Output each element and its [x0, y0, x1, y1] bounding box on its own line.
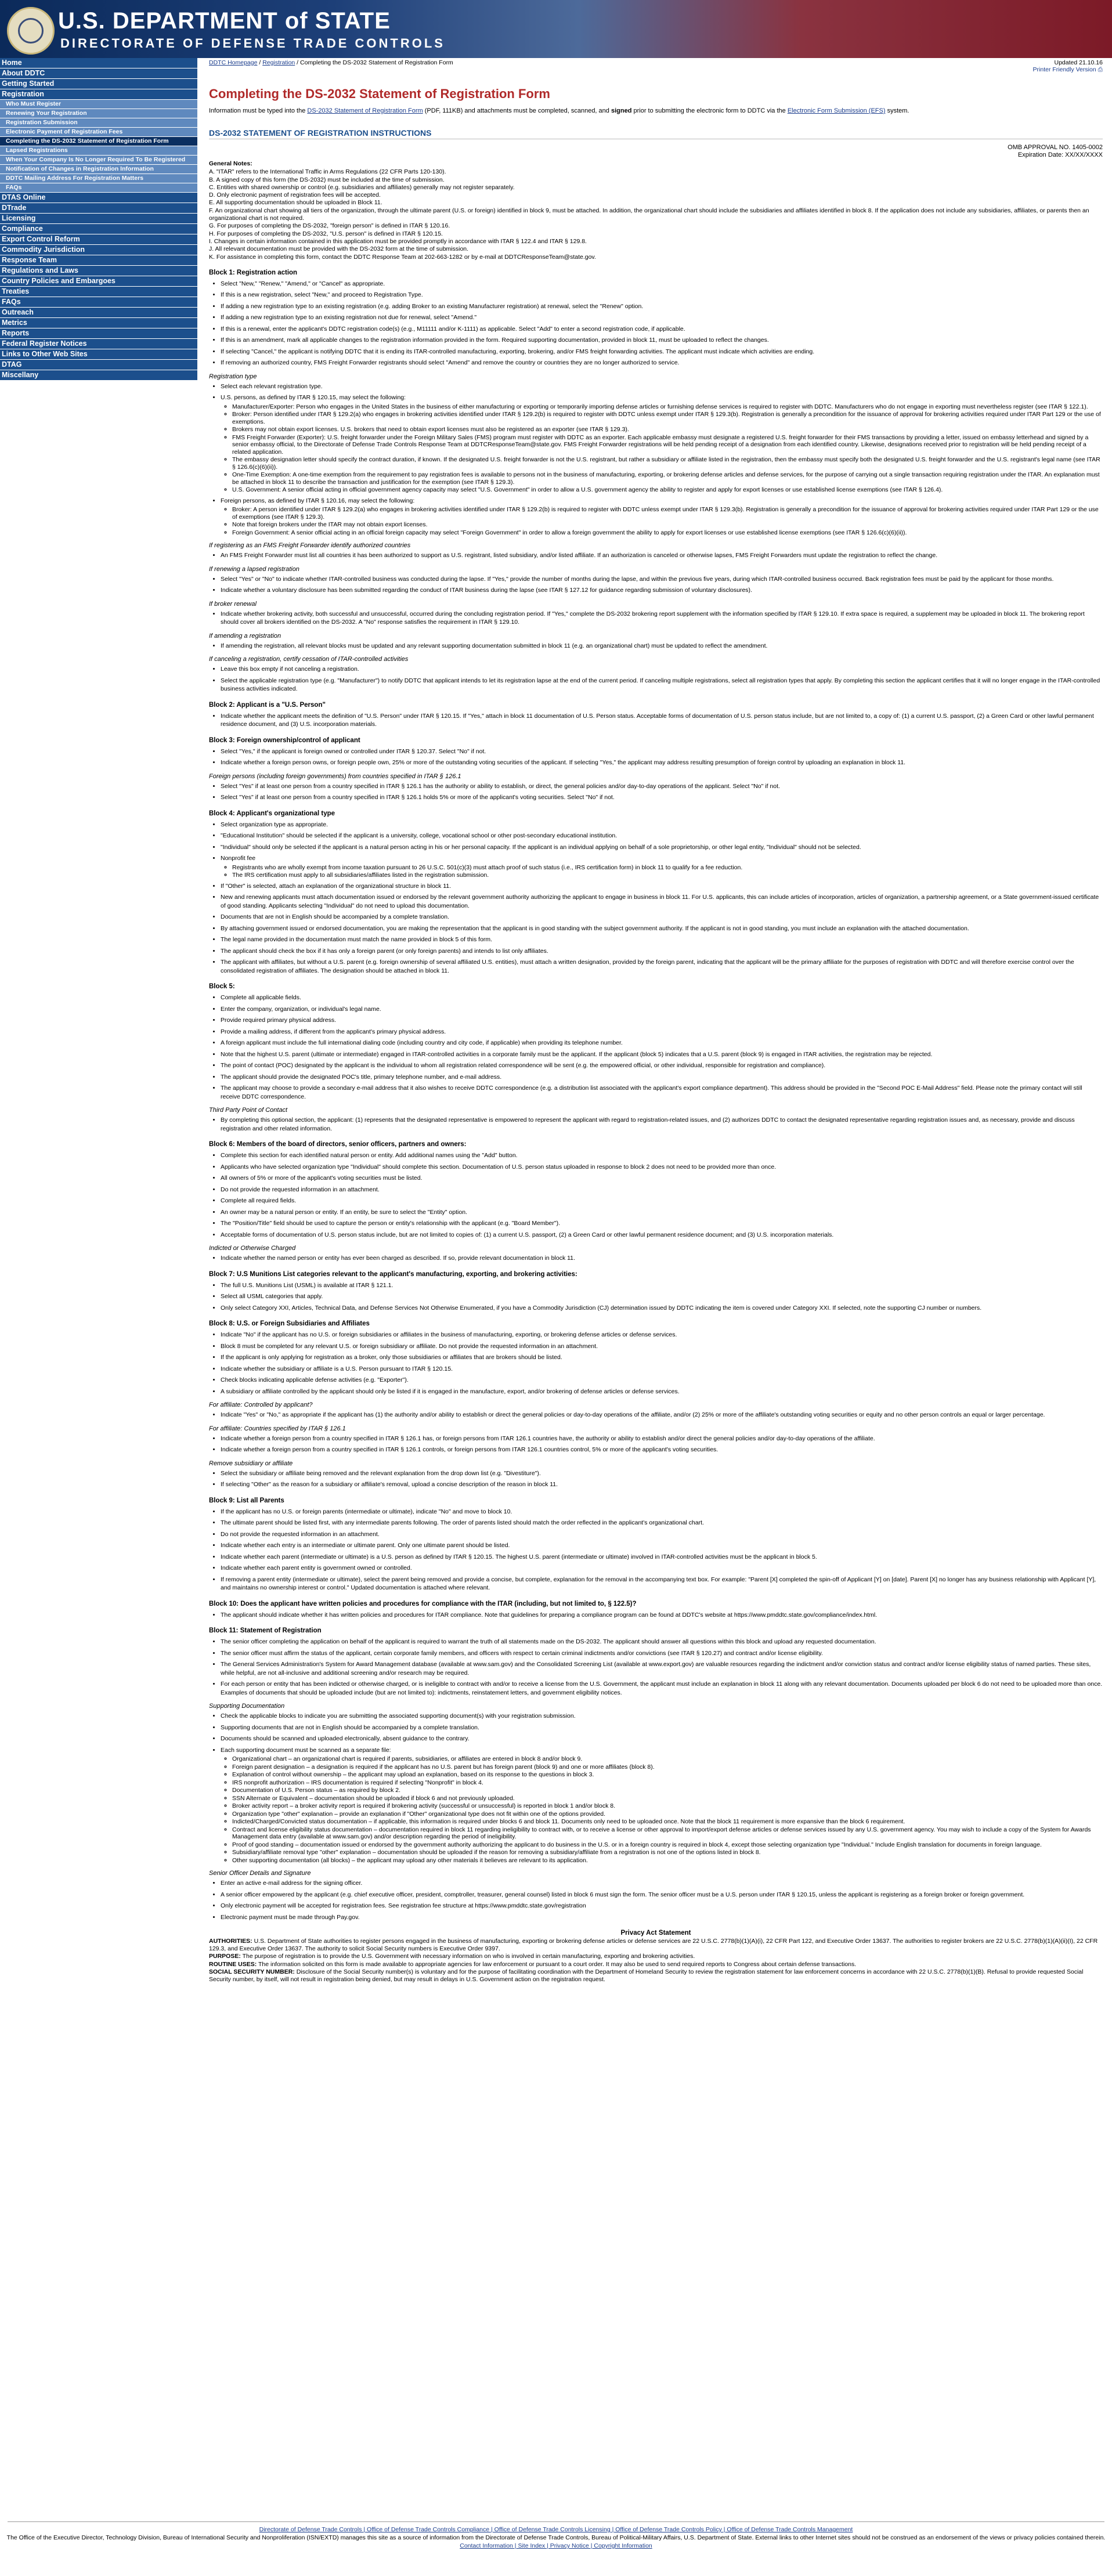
sidebar-item[interactable]: Electronic Payment of Registration Fees: [0, 128, 197, 137]
subsection-heading: If canceling a registration, certify cessation of ITAR-controlled activities: [209, 656, 409, 663]
instruction-list: [221, 1611, 1103, 1620]
sidebar-item[interactable]: FAQs: [0, 297, 197, 308]
instruction-item: • Select the subsidiary or affiliate being removed and the relevant explanation from the drop down list (e.g. "Divestiture").: [221, 1469, 1103, 1478]
general-notes-title: General Notes:: [209, 160, 252, 167]
block-heading: Block 6: Members of the board of directors, senior officers, partners and owners:: [209, 1141, 467, 1148]
instruction-item: • Select "Yes" or "No" to indicate whether ITAR-controlled business was conducted during the lapse. If "Yes," provide the number of months during the lapse, and within the previous five years, during which ITAR-controlled business occurred. Back registration fees must be paid by the applicant for those months.: [221, 575, 1103, 584]
sidebar-item[interactable]: Registration: [0, 89, 197, 100]
subsection-heading: If broker renewal: [209, 600, 257, 608]
sidebar-item[interactable]: Miscellany: [0, 370, 197, 381]
instruction-list: [221, 575, 1103, 595]
nested-list: [232, 864, 1103, 879]
instruction-item: • If this is a new registration, select "New," and proceed to Registration Type.: [221, 291, 1103, 299]
instruction-item: • Indicate whether a foreign person from a country specified in ITAR § 126.1 has, or foreign persons from ITAR 126.1 countries have, the authority or ability to establish and/or direct the general policies and/or day-to-day operations of the affiliate.: [221, 1435, 1103, 1443]
instruction-list: [221, 1435, 1103, 1454]
sidebar-item[interactable]: Who Must Register: [0, 100, 197, 109]
instruction-item: • Provide required primary physical address.: [221, 1016, 1103, 1025]
ds2032-form-link[interactable]: DS-2032 Statement of Registration Form: [307, 107, 423, 114]
instruction-item: • Documents should be scanned and uploaded electronically, absent guidance to the contrary.: [221, 1735, 1103, 1743]
instruction-list: [221, 642, 1103, 651]
instruction-item: • If the applicant is only applying for registration as a broker, only those subsidiaries or affiliates that are brokers should be listed.: [221, 1353, 1103, 1362]
instruction-item: • Complete this section for each identified natural person or entity. Add additional names using the "Add" button.: [221, 1151, 1103, 1160]
instruction-item: • New and renewing applicants must attach documentation issued or endorsed by the relevant government authority authorizing the applicant to engage in business in block 11. For U.S. applicants, this can include articles of incorporation, articles of organization, a partnership agreement, or a State government-issued certificate of good standing. Applicants selecting "Individual" do not need to upload this documentation.: [221, 893, 1103, 910]
nested-list: [232, 403, 1103, 494]
subsection-heading: Registration type: [209, 373, 257, 380]
instruction-item: • Select "Yes" if at least one person from a country specified in ITAR § 126.1 holds 5% or more of the applicant's voting securities. Select "No" if not.: [221, 793, 1103, 802]
instruction-blocks: [209, 269, 1103, 1922]
privacy-paragraph: AUTHORITIES: U.S. Department of State authorities to register persons engaged in the business of manufacturing, exporting or brokering defense articles or defense services are 22 U.S.C. 2778(b)(1)(A)(i), 22 CFR Part 122, and Executive Order 13637. The authorities to register brokers are 22 U.S.C. 2778(b)(1)(A)(ii)(I), 22 CFR 129.3, and Executive Order 13637. The authority to solicit Social Security numbers is Executive Order 9397.: [209, 1937, 1098, 1952]
main-content: [209, 78, 1103, 1984]
instruction-item: • If "Other" is selected, attach an explanation of the organizational structure in block 11.: [221, 882, 1103, 891]
instruction-item: • If amending the registration, all relevant blocks must be updated and any relevant supporting documentation submitted in block 11 (e.g. an organizational chart) must be updated to reflect the amendment.: [221, 642, 1103, 651]
instruction-item: • Indicate whether a foreign person owns, or foreign people own, 25% or more of the outstanding voting securities of the applicant. If selecting "Yes," the applicant may address resulting presumption of foreign control by uploading an explanation in block 11.: [221, 758, 1103, 767]
instruction-item: • An FMS Freight Forwarder must list all countries it has been authorized to support as U.S. registrant, listed subsidiary, and/or listed affiliate. If an authorization is canceled or otherwise lapses, FMS Freight Forwarders must update the registration to reflect the change.: [221, 551, 1103, 560]
general-note: J. All relevant documentation must be provided with the DS-2032 form at the time of submission.: [209, 245, 469, 253]
sidebar-item[interactable]: When Your Company Is No Longer Required To Be Registered: [0, 156, 197, 165]
nested-item: ◦ One-Time Exemption: A one-time exemption from the requirement to pay registration fees is available to persons not in the business of manufacturing, exporting, or brokering defense articles and defense services, for the purpose of carrying out a single transaction requiring registration under the ITAR. An explanation must be attached in block 11 to describe the transaction and justification for the exemption (see ITAR § 129.3).: [232, 471, 1103, 486]
privacy-paragraph: ROUTINE USES: The information solicited on this form is made available to appropriate agencies for law enforcement or pursuant to a court order. It may also be used to send required reports to Congress about certain defense transactions.: [209, 1960, 857, 1968]
instruction-item: • Acceptable forms of documentation of U.S. person status include, but are not limited to copies of: (1) a current U.S. passport, (2) a Green Card or other lawful permanent residence document; and (3) U.S. incorporation materials.: [221, 1231, 1103, 1240]
nested-item: ◦ Indicted/Charged/Convicted status documentation – if applicable, this information is required under blocks 6 and block 11. Documents only need to be uploaded once. Note that the block 11 requirement is more expansive than the block 6 requirement.: [232, 1818, 1103, 1826]
nested-item: ◦ Foreign parent designation – a designation is required if the applicant has no U.S. parent but has foreign parent (block 9) and one or more affiliates (block 8).: [232, 1764, 1103, 1771]
subsection-heading: If amending a registration: [209, 632, 281, 640]
general-note: E. All supporting documentation should be uploaded in Block 11.: [209, 199, 382, 207]
instruction-item: • Each supporting document must be scanned as a separate file: ◦ Organizational chart – an organizational chart is required if parents, subsidiaries, or affiliates are entered in block 8 and/or block 9. ◦ Foreign parent designation – a designation is required if the applicant has no U.S. parent but has foreign parent (block 9) and one or more affiliates (block 8). ◦ Explanation of control without ownership – the applicant may upload an explanation, based on its response to the questions in block 3. ◦ IRS nonprofit authorization – IRS documentation is required if selecting "Nonprofit" in block 4. ◦ Documentation of U.S. Person status – as required by block 2. ◦ SSN Alternate or Equivalent – documentation should be uploaded if block 6 and not previously uploaded. ◦ Broker activity report – a broker activity report is required if brokering activity (successful or unsuccessful) is reported in block 1 and/or block 8. ◦ Organization type "other" explanation – provide an explanation if "Other" organizational type does not fit within one of the options provided. ◦ Indicted/Charged/Convicted status documentation – if applicable, this information is required under blocks 6 and block 11. Documents only need to be uploaded once. Note that the block 11 requirement is more expansive than the block 6 requirement. ◦ Contract and license eligibility status documentation – documentation required in block 11 regarding ineligibility to contract with, or to receive a license or other approval to import/export defense articles or defense services issued by any U.S. government agency. You may wish to include a copy of the System for Awards Management data entry (available at www.sam.gov) and/or description regarding the period of ineligibility. ◦ Proof of good standing – documentation issued or endorsed by the government authority authorizing the applicant to do business in the U.S. or in a foreign country is required in block 4, except those selecting organization type "Individual." Include English translation for documents in foreign language. ◦ Subsidiary/affiliate removal type "other" explanation – documentation should be uploaded if the reason for removing a subsidiary/affiliate from a registration is not one of the options listed in block 8. ◦ Other supporting documentation (all blocks) – the applicant may upload any other materials it believes are relevant to its application.: [221, 1746, 1103, 1865]
block-heading: Block 9: List all Parents: [209, 1497, 284, 1504]
instruction-item: • A subsidiary or affiliate controlled by the applicant should only be listed if it is engaged in the manufacture, export, and/or brokering of defense articles or defense services.: [221, 1388, 1103, 1396]
nested-item: ◦ Proof of good standing – documentation issued or endorsed by the government authority authorizing the applicant to do business in the U.S. or in a foreign country is required in block 4, except those selecting organization type "Individual." Include English translation for documents in foreign language.: [232, 1841, 1103, 1849]
instruction-item: • The applicant should provide the designated POC's title, primary telephone number, and e-mail address.: [221, 1073, 1103, 1082]
instruction-list: [221, 382, 1103, 537]
instruction-item: • If removing a parent entity (intermediate or ultimate), select the parent being removed and provide a concise, but complete, explanation for the removal in the accompanying text box. For example: "Parent [X] completed the spin-off of Applicant [Y] on [date]. Parent [X] no longer has any business relationship with Applicant [Y], and maintains no ownership interest or control." Updated documentation is attached where relevant.: [221, 1576, 1103, 1592]
footer-note: The Office of the Executive Director, Technology Division, Bureau of International Security and Nonproliferation (ISN/EXTD) manages this site as a source of information from the Directorate of Defense Trade Controls, Bureau of Political-Military Affairs, U.S. Department of State. External links to other Internet sites should not be construed as an endorsement of the views or privacy policies contained therein.: [6, 2534, 1106, 2541]
instruction-item: • If adding a new registration type to an existing registration (e.g. adding Broker to an existing Manufacturer registration) at renewal, select the "Renew" option.: [221, 302, 1103, 311]
instruction-item: • Provide a mailing address, if different from the applicant's primary physical address.: [221, 1028, 1103, 1036]
instruction-item: • Only select Category XXI, Articles, Technical Data, and Defense Services Not Otherwise Enumerated, if you have a Commodity Jurisdiction (CJ) determination issued by DDTC indicating the item is covered under Category XXI. If selected, note the supporting CJ number or numbers.: [221, 1304, 1103, 1313]
subsection-heading: If renewing a lapsed registration: [209, 565, 299, 573]
general-note: B. A signed copy of this form (the DS-2032) must be included at the time of submission.: [209, 176, 445, 183]
general-notes: [209, 160, 1103, 261]
instruction-list: [221, 1254, 1103, 1263]
instruction-item: • Indicate whether a foreign person from a country specified in ITAR § 126.1 controls, or foreign persons from ITAR 126.1 countries control, 5% or more of the applicant's voting securities.: [221, 1446, 1103, 1454]
footer-divider: [8, 2521, 1104, 2522]
general-note: I. Changes in certain information contained in this application must be provided promptly in accordance with ITAR § 122.4 and ITAR § 129.8.: [209, 237, 587, 245]
instruction-item: • If this is an amendment, mark all applicable changes to the registration information provided in the form. Required supporting documentation, provided in block 11, must be uploaded to reflect the changes.: [221, 336, 1103, 345]
instruction-item: • Do not provide the requested information in an attachment.: [221, 1186, 1103, 1194]
instruction-item: • "Educational Institution" should be selected if the applicant is a university, college, vocational school or other post-secondary educational institution.: [221, 832, 1103, 840]
subsection-heading: For affiliate: Controlled by applicant?: [209, 1401, 313, 1409]
sidebar-item[interactable]: DTAS Online: [0, 193, 197, 203]
instruction-list: [221, 1469, 1103, 1489]
instruction-item: • The ultimate parent should be listed first, with any intermediate parents following. The order of parents listed should match the order reflected in the applicant's organizational chart.: [221, 1519, 1103, 1527]
instruction-item: • If the applicant has no U.S. or foreign parents (intermediate or ultimate), indicate "No" and move to block 10.: [221, 1508, 1103, 1516]
nested-list: [232, 1755, 1103, 1864]
subsection-heading: For affiliate: Countries specified by ITAR § 126.1: [209, 1425, 346, 1432]
privacy-act-statement: [209, 1930, 1103, 1984]
instruction-item: • Block 8 must be completed for any relevant U.S. or foreign subsidiary or affiliate. Do not provide the requested information in an attachment.: [221, 1342, 1103, 1351]
nested-list: [232, 506, 1103, 536]
nested-item: ◦ Contract and license eligibility status documentation – documentation required in block 11 regarding ineligibility to contract with, or to receive a license or other approval to import/export defense articles or defense services issued by any U.S. government agency. You may wish to include a copy of the System for Awards Management data entry (available at www.sam.gov) and/or description regarding the period of ineligibility.: [232, 1826, 1103, 1841]
instruction-item: • The senior officer completing the application on behalf of the applicant is required to warrant the truth of all statements made on the DS-2032. The applicant should answer all questions within this block and upload any requested documentation.: [221, 1638, 1103, 1646]
instruction-list: [221, 782, 1103, 802]
instruction-item: • "Individual" should only be selected if the applicant is a natural person acting in his or her personal capacity. If the applicant is an individual applying on behalf of a sole proprietorship, or other legal entity, "Individual" should not be selected.: [221, 843, 1103, 852]
printer-icon: ⎙: [1097, 66, 1103, 73]
instruction-item: • Indicate whether brokering activity, both successful and unsuccessful, occurred during the concluding registration period. If "Yes," complete the DS-2032 brokering report supplement with the information specified by ITAR § 129.10. If extra space is required, a supplement may be uploaded in block 11. The brokering report should cover all brokers identified on the DS-2032. A "No" response satisfies the requirement in ITAR § 129.10.: [221, 610, 1103, 627]
block-heading: Block 1: Registration action: [209, 269, 298, 276]
instruction-item: • Note that the highest U.S. parent (ultimate or intermediate) engaged in ITAR-controlled activities in a corporate family must be the applicant. If the applicant (block 5) indicates that a U.S. parent (block 9) is engaged in ITAR activities, the registration may be rejected.: [221, 1050, 1103, 1059]
instruction-item: • By attaching government issued or endorsed documentation, you are making the representation that the applicant is in good standing with the subject government authority. If the applicant is not in good standing, you must include an explanation with the attached documentation.: [221, 924, 1103, 933]
instruction-item: • An owner may be a natural person or entity. If an entity, be sure to select the "Entity" option.: [221, 1208, 1103, 1217]
instruction-item: • For each person or entity that has been indicted or otherwise charged, or is ineligible to contract with and/or to receive a license from the U.S. Government, the applicant must include an explanation in block 11 along with any relevant documentation. Documents uploaded per block 6 do not need to be uploaded more than once. Examples of documents that should be uploaded include (but are not limited to): indictments, reinstatement letters, and government eligibility notices.: [221, 1680, 1103, 1697]
site-banner: [0, 0, 1112, 58]
printer-friendly-link[interactable]: Printer Friendly Version ⎙: [1032, 66, 1103, 73]
instruction-item: • Select "Yes" if at least one person from a country specified in ITAR § 126.1 has the authority or ability to establish, or direct, the general policies and/or day-to-day operations of the applicant. Select "No" if not.: [221, 782, 1103, 791]
nested-item: ◦ Organizational chart – an organizational chart is required if parents, subsidiaries, or affiliates are entered in block 8 and/or block 9.: [232, 1755, 1103, 1763]
instruction-item: • Indicate whether a voluntary disclosure has been submitted regarding the conduct of ITAR business during the lapse (see ITAR § 127.12 for guidance regarding submission of voluntary disclosures).: [221, 586, 1103, 595]
sidebar-item[interactable]: Export Control Reform: [0, 234, 197, 245]
sidebar-item[interactable]: Lapsed Registrations: [0, 146, 197, 156]
sidebar-item[interactable]: Metrics: [0, 318, 197, 328]
instruction-item: • A senior officer empowered by the applicant (e.g. chief executive officer, president, comptroller, treasurer, general counsel) listed in block 6 must sign the form. The senior officer must be a U.S. person under ITAR § 120.15, unless the applicant is registering as a foreign broker or foreign government.: [221, 1891, 1103, 1899]
instruction-list: [221, 1712, 1103, 1864]
instruction-item: • Check blocks indicating applicable defense activities (e.g. "Exporter").: [221, 1376, 1103, 1385]
instruction-list: [221, 821, 1103, 976]
banner-title: U.S. DEPARTMENT of STATE: [58, 8, 391, 34]
general-note: K. For assistance in completing this form, contact the DDTC Response Team at 202-663-1282 or by e-mail at DDTCResponseTeam@state.gov.: [209, 253, 596, 261]
instruction-item: • If removing an authorized country, FMS Freight Forwarder registrants should select "Amend" and remove the country or countries they are no longer authorized to service.: [221, 359, 1103, 367]
sidebar-item[interactable]: Compliance: [0, 224, 197, 234]
sidebar-item[interactable]: Completing the DS-2032 Statement of Registration Form: [0, 137, 197, 146]
block-heading: Block 2: Applicant is a "U.S. Person": [209, 701, 326, 709]
nested-item: ◦ Registrants who are wholly exempt from income taxation pursuant to 26 U.S.C. 501(c)(3) must attach proof of such status (i.e., IRS certification form) in block 11 to qualify for a fee reduction.: [232, 864, 1103, 872]
breadcrumb-current: Completing the DS-2032 Statement of Registration Form: [300, 59, 453, 66]
sidebar-item[interactable]: Reports: [0, 328, 197, 339]
instruction-item: • Indicate whether the named person or entity has ever been charged as described. If so, provide relevant documentation in block 11.: [221, 1254, 1103, 1263]
instruction-item: • If selecting "Other" as the reason for a subsidiary or affiliate's removal, upload a concise description of the reason in block 11.: [221, 1480, 1103, 1489]
nested-item: ◦ The embassy designation letter should specify the contract duration, if known. If the designated U.S. freight forwarder is not the U.S. registrant, but rather a subsidiary or affiliate listed in the registration, then the embassy must specify both the designated U.S. freight forwarder and the U.S. registrant's legal name (see ITAR § 126.6(c)(6)(ii)).: [232, 456, 1103, 471]
block-heading: Block 8: U.S. or Foreign Subsidiaries and Affiliates: [209, 1320, 370, 1328]
subsection-heading: Foreign persons (including foreign governments) from countries specified in ITAR § 126.1: [209, 772, 461, 780]
instruction-item: • A foreign applicant must include the full international dialing code (including country and city code, if applicable) when providing its telephone number.: [221, 1039, 1103, 1047]
subsection-heading: If registering as an FMS Freight Forwarder identify authorized countries: [209, 542, 411, 550]
nested-item: ◦ Other supporting documentation (all blocks) – the applicant may upload any other materials it believes are relevant to its application.: [232, 1857, 1103, 1865]
instruction-list: [221, 665, 1103, 693]
instruction-item: • Indicate whether the subsidiary or affiliate is a U.S. Person pursuant to ITAR § 120.15.: [221, 1365, 1103, 1374]
instruction-item: • By completing this optional section, the applicant: (1) represents that the designated representative is empowered to represent the applicant with regard to registration-related issues, and (2) authorizes DDTC to contact the designated representative regarding registration issues and, as necessary, provide and discuss registration and other related information.: [221, 1116, 1103, 1133]
nested-item: ◦ Documentation of U.S. Person status – as required by block 2.: [232, 1787, 1103, 1794]
instruction-item: • Only electronic payment will be accepted for registration fees. See registration fee structure at https://www.pmddtc.state.gov/registration: [221, 1902, 1103, 1910]
sidebar-item[interactable]: Federal Register Notices: [0, 339, 197, 349]
sidebar-item[interactable]: Treaties: [0, 287, 197, 297]
instruction-item: • Select all USML categories that apply.: [221, 1292, 1103, 1301]
instruction-item: • Leave this box empty if not canceling a registration.: [221, 665, 1103, 674]
instruction-item: • Applicants who have selected organization type "Individual" should complete this section. Documentation of U.S. person status uploaded in response to block 2 does not need to be provided more than once.: [221, 1163, 1103, 1172]
instruction-item: • Do not provide the requested information in an attachment.: [221, 1530, 1103, 1539]
sidebar-item[interactable]: Home: [0, 58, 197, 68]
instruction-item: • The applicant should check the box if it has only a foreign parent (or only foreign parents) and intends to list only affiliates.: [221, 947, 1103, 956]
updated-date: Updated 21.10.16: [1054, 59, 1103, 66]
instruction-item: • The General Services Administration's System for Award Management database (available at www.sam.gov) and the Consolidated Screening List (available at www.export.gov) are valuable resources regarding the indictment and/or conviction status and contract and/or license eligibility status of named parties. These sites, while helpful, are not all-inclusive and additional screening and/or research may be required.: [221, 1660, 1103, 1677]
breadcrumb: DDTC Homepage / Registration / Completing the DS-2032 Statement of Registration Form: [209, 59, 453, 66]
sidebar-item[interactable]: Notification of Changes in Registration Information: [0, 165, 197, 174]
instruction-item: • The full U.S. Munitions List (USML) is available at ITAR § 121.1.: [221, 1281, 1103, 1290]
instruction-item: • Select each relevant registration type.: [221, 382, 1103, 391]
instruction-list: [221, 1411, 1103, 1419]
instruction-list: [221, 1331, 1103, 1396]
instruction-item: • Complete all applicable fields.: [221, 993, 1103, 1002]
efs-link[interactable]: Electronic Form Submission (EFS): [787, 107, 886, 114]
sidebar-item[interactable]: Links to Other Web Sites: [0, 349, 197, 360]
instruction-item: • Supporting documents that are not in English should be accompanied by a complete translation.: [221, 1724, 1103, 1732]
page-title: Completing the DS-2032 Statement of Registration Form: [209, 86, 550, 101]
instruction-item: • Indicate whether the applicant meets the definition of "U.S. Person" under ITAR § 120.15. If "Yes," attach in block 11 documentation of U.S. Person status. Acceptable forms of documentation of U.S. person status include, but are not limited to, a copy of: (1) a current U.S. passport, (2) a Green Card or other lawful permanent residence document, and (3) U.S. incorporation materials.: [221, 712, 1103, 729]
nested-item: ◦ Note that foreign brokers under the ITAR may not obtain export licenses.: [232, 521, 1103, 529]
state-department-seal-icon: [7, 7, 55, 55]
general-note: G. For purposes of completing the DS-2032, "foreign person" is defined in ITAR § 120.16.: [209, 222, 450, 230]
footer-links[interactable]: Directorate of Defense Trade Controls | Office of Defense Trade Controls Compliance | Office of Defense Trade Controls Licensing | Office of Defense Trade Controls Policy | Office of Defense Trade Controls Management: [259, 2526, 853, 2533]
subsection-heading: Third Party Point of Contact: [209, 1107, 288, 1114]
instruction-item: • Select the applicable registration type (e.g. "Manufacturer") to notify DDTC that applicant intends to let its registration lapse at the end of the current period. If canceling multiple registrations, select all registration types that apply. By completing this section the applicant certifies that it will no longer engage in the ITAR-controlled business activities indicated.: [221, 677, 1103, 693]
nested-item: ◦ Organization type "other" explanation – provide an explanation if "Other" organizational type does not fit within one of the options provided.: [232, 1811, 1103, 1818]
block-heading: Block 11: Statement of Registration: [209, 1627, 322, 1635]
privacy-title: Privacy Act Statement: [620, 1930, 691, 1937]
sidebar-item[interactable]: Registration Submission: [0, 118, 197, 128]
block-heading: Block 3: Foreign ownership/control of applicant: [209, 736, 360, 744]
nested-item: ◦ Broker: Person identified under ITAR § 129.2(a) who engages in brokering activities identified under ITAR § 129.2(b) is required to register with DDTC unless exempt under ITAR § 129.3(b). Registration is generally a precondition for the issuance of approval for brokering activities required under ITAR Part 129 or the use of exemptions.: [232, 411, 1103, 425]
instruction-list: [221, 747, 1103, 767]
sidebar-item[interactable]: Commodity Jurisdiction: [0, 245, 197, 255]
instruction-list: [221, 1116, 1103, 1133]
instruction-item: • The legal name provided in the documentation must match the name provided in block 5 of this form.: [221, 935, 1103, 944]
instruction-item: • Electronic payment must be made through Pay.gov.: [221, 1913, 1103, 1922]
subsection-heading: Indicted or Otherwise Charged: [209, 1245, 296, 1252]
sidebar-item[interactable]: Country Policies and Embargoes: [0, 276, 197, 287]
subsection-heading: Remove subsidiary or affiliate: [209, 1459, 293, 1467]
instruction-item: • Select organization type as appropriate.: [221, 821, 1103, 829]
sidebar-item[interactable]: Getting Started: [0, 79, 197, 89]
instruction-item: • Indicate "No" if the applicant has no U.S. or foreign subsidiaries or affiliates in the business of manufacturing, exporting, or brokering defense articles or defense services.: [221, 1331, 1103, 1339]
nested-item: ◦ Manufacturer/Exporter: Person who engages in the United States in the business of either manufacturing or exporting or temporarily importing defense articles or furnishing defense services is required to register with DDTC. Manufacturers who do not engage in exporting must nevertheless register (see ITAR § 122.1).: [232, 403, 1103, 411]
instruction-item: • The senior officer must affirm the status of the applicant, certain corporate family members, and officers with respect to certain criminal indictments and/or convictions (see ITAR § 120.27) and contract and/or license eligibility.: [221, 1649, 1103, 1658]
general-note: A. "ITAR" refers to the International Traffic in Arms Regulations (22 CFR Parts 120-130).: [209, 168, 446, 176]
subsection-heading: Supporting Documentation: [209, 1703, 285, 1710]
sidebar-item[interactable]: Response Team: [0, 255, 197, 266]
footer-bottom-links[interactable]: Contact Information | Site Index | Privacy Notice | Copyright Information: [460, 2542, 652, 2549]
nested-item: ◦ Subsidiary/affiliate removal type "other" explanation – documentation should be uploaded if the reason for removing a subsidiary/affiliate from a registration is not one of the options listed in block 8.: [232, 1849, 1103, 1856]
instruction-item: • Indicate whether each parent (intermediate or ultimate) is a U.S. person as defined by ITAR § 120.15. The highest U.S. parent (intermediate or ultimate) involved in ITAR-controlled activities must be the applicant in block 5.: [221, 1553, 1103, 1562]
privacy-paragraph: PURPOSE: The purpose of registration is to provide the U.S. Government with necessary information on who is involved in certain manufacturing, exporting and brokering activities.: [209, 1953, 695, 1960]
instruction-item: • The point of contact (POC) designated by the applicant is the individual to whom all registration related correspondence will be sent (e.g. the empowered official, or other individual, responsible for registration and compliance).: [221, 1061, 1103, 1070]
sidebar-item[interactable]: Licensing: [0, 214, 197, 224]
omb-approval: OMB APPROVAL NO. 1405-0002 Expiration Date: XX/XX/XXXX: [1008, 144, 1103, 158]
page-footer: [0, 2521, 1112, 2550]
instruction-item: • The "Position/Title" field should be used to capture the person or entity's relationship with the applicant (e.g. "Board Member").: [221, 1219, 1103, 1228]
sidebar-item[interactable]: Regulations and Laws: [0, 266, 197, 276]
instruction-list: [221, 1508, 1103, 1592]
nested-item: ◦ SSN Alternate or Equivalent – documentation should be uploaded if block 6 and not previously uploaded.: [232, 1795, 1103, 1802]
general-note: C. Entities with shared ownership or control (e.g. subsidiaries and affiliates) generally may not register separately.: [209, 183, 515, 191]
block-heading: Block 5:: [209, 983, 235, 991]
instruction-item: • Documents that are not in English should be accompanied by a complete translation.: [221, 913, 1103, 922]
block-heading: Block 4: Applicant's organizational type: [209, 810, 335, 817]
nested-item: ◦ U.S. Government: A senior official acting in official government agency capacity may select "U.S. Government" in order to allow a U.S. government agency the ability to register and apply for export licenses or use established license exemptions (see ITAR § 126.4).: [232, 486, 1103, 494]
instruction-item: • Indicate "Yes" or "No," as appropriate if the applicant has (1) the authority and/or ability to establish or direct the general policies or day-to-day operations of the affiliate, and/or (2) 25% or more of the affiliate's outstanding voting securities or equity and no other person controls an equal or larger percentage.: [221, 1411, 1103, 1419]
instruction-list: [221, 551, 1103, 560]
instruction-item: • Indicate whether each entry is an intermediate or ultimate parent. Only one ultimate parent should be listed.: [221, 1541, 1103, 1550]
banner-subtitle: DIRECTORATE OF DEFENSE TRADE CONTROLS: [60, 36, 445, 50]
nested-item: ◦ Brokers may not obtain export licenses. U.S. brokers that need to obtain export licenses must also be registered as an exporter (see ITAR § 129.3).: [232, 426, 1103, 433]
block-heading: Block 7: U.S Munitions List categories relevant to the applicant's manufacturing, exporting, and brokering activities:: [209, 1270, 577, 1278]
nested-item: ◦ FMS Freight Forwarder (Exporter): U.S. freight forwarder under the Foreign Military Sales (FMS) program must register with DDTC as an exporter. Each applicable embassy must designate a registered U.S. freight forwarder for their FMS transactions by providing a letter, issued on embassy letterhead and signed by a senior embassy official, to the Directorate of Defense Trade Controls Response Team at DDTCResponseTeam@state.gov. FMS Freight Forwarder registrations will be held pending receipt of a designation from each identified country. Likewise, designations received prior to registration will be held pending receipt of a related application.: [232, 434, 1103, 456]
sidebar-item[interactable]: Outreach: [0, 308, 197, 318]
instruction-item: • The applicant may choose to provide a secondary e-mail address that it also wishes to receive DDTC correspondence (e.g. a distribution list associated with the applicant's export compliance department). This address should be provided in the "Second POC E-Mail Address" field. Please note the primary contact will still receive DDTC correspondence.: [221, 1084, 1103, 1101]
block-heading: Block 10: Does the applicant have written policies and procedures for compliance with the ITAR (including, but not limited to, § 122.5)?: [209, 1600, 637, 1607]
instruction-item: • U.S. persons, as defined by ITAR § 120.15, may select the following: ◦ Manufacturer/Exporter: Person who engages in the United States in the business of either manufacturing or exporting or temporarily importing defense articles or furnishing defense services is required to register with DDTC. Manufacturers who do not engage in exporting must nevertheless register (see ITAR § 122.1). ◦ Broker: Person identified under ITAR § 129.2(a) who engages in brokering activities identified under ITAR § 129.2(b) is required to register with DDTC unless exempt under ITAR § 129.3(b). Registration is generally a precondition for the issuance of approval for brokering activities required under ITAR Part 129 or the use of exemptions. ◦ Brokers may not obtain export licenses. U.S. brokers that need to obtain export licenses must also be registered as an exporter (see ITAR § 129.3). ◦ FMS Freight Forwarder (Exporter): U.S. freight forwarder under the Foreign Military Sales (FMS) program must register with DDTC as an exporter. Each applicable embassy must designate a registered U.S. freight forwarder for their FMS transactions by providing a letter, issued on embassy letterhead and signed by a senior embassy official, to the Directorate of Defense Trade Controls Response Team at DDTCResponseTeam@state.gov. FMS Freight Forwarder registrations will be held pending receipt of a designation from each identified country. Likewise, designations received prior to registration will be held pending receipt of a related application. ◦ The embassy designation letter should specify the contract duration, if known. If the designated U.S. freight forwarder is not the U.S. registrant, but rather a subsidiary or affiliate listed in the registration, then the embassy must specify both the designated U.S. freight forwarder and the U.S. registrant's legal name (see ITAR § 126.6(c)(6)(ii)). ◦ One-Time Exemption: A one-time exemption from the requirement to pay registration fees is available to persons not in the business of manufacturing, exporting, or brokering defense articles and defense services, for the purpose of carrying out a single transaction requiring registration under the ITAR. An explanation must be attached in block 11 to describe the transaction and justification for the exemption (see ITAR § 129.3). ◦ U.S. Government: A senior official acting in official government agency capacity may select "U.S. Government" in order to allow a U.S. government agency the ability to register and apply for export licenses or use established license exemptions (see ITAR § 126.4).: [221, 393, 1103, 494]
nested-item: ◦ Explanation of control without ownership – the applicant may upload an explanation, based on its response to the questions in block 3.: [232, 1771, 1103, 1779]
instruction-list: [221, 1281, 1103, 1313]
instruction-item: • Enter an active e-mail address for the signing officer.: [221, 1879, 1103, 1888]
instruction-list: [221, 993, 1103, 1101]
sidebar-item[interactable]: Renewing Your Registration: [0, 109, 197, 118]
subsection-heading: Senior Officer Details and Signature: [209, 1870, 311, 1877]
general-note: H. For purposes of completing the DS-2032, "U.S. person" is defined in ITAR § 120.15.: [209, 230, 443, 237]
instruction-list: [221, 1879, 1103, 1921]
section-title: DS-2032 STATEMENT OF REGISTRATION INSTRUCTIONS: [209, 128, 1103, 139]
nested-item: ◦ Broker activity report – a broker activity report is required if brokering activity (successful or unsuccessful) is reported in block 1 and/or block 8.: [232, 1802, 1103, 1810]
privacy-paragraph: SOCIAL SECURITY NUMBER: Disclosure of the Social Security number(s) is voluntary and for the purpose of facilitating coordination with the Department of Homeland Security to review the registration statement for law enforcement concerns in accordance with 22 U.S.C. 2778(b)(1)(B). Refusal to provide requested Social Security number, by itself, will not result in registration being denied, but may result in delays in U.S. Government action on the registration request.: [209, 1968, 1084, 1984]
instruction-item: • The applicant with affiliates, but without a U.S. parent (e.g. foreign ownership of several affiliated U.S. entities), must attach a written designation, provided by the foreign parent, indicating that the applicant will be the primary affiliate for the purposes of registration with DDTC and will therefore exercise control over the consolidated registration of affiliates. The designation should be attached in block 11.: [221, 958, 1103, 975]
instruction-item: • Foreign persons, as defined by ITAR § 120.16, may select the following: ◦ Broker: A person identified under ITAR § 129.2(a) who engages in brokering activities identified under ITAR § 129.2(b) is required to register with DDTC unless exempt under ITAR § 129.3(b). Registration is generally a precondition for the issuance of approval for brokering activities required under ITAR Part 129 or the use of exemptions (see ITAR § 129.3). ◦ Note that foreign brokers under the ITAR may not obtain export licenses. ◦ Foreign Government: A senior official acting in an official foreign capacity may select "Foreign Government" in order to allow a foreign government the ability to apply for export licenses or use established license exemptions (see ITAR § 126.6(c)(6)(ii)).: [221, 497, 1103, 537]
instruction-item: • The applicant should indicate whether it has written policies and procedures for ITAR compliance. Note that guidelines for preparing a compliance program can be found at DDTC's website at https://www.pmddtc.state.gov/compliance/index.html.: [221, 1611, 1103, 1620]
nested-item: ◦ Foreign Government: A senior official acting in an official foreign capacity may select "Foreign Government" in order to allow a foreign government the ability to apply for export licenses or use established license exemptions (see ITAR § 126.6(c)(6)(ii)).: [232, 529, 1103, 537]
sidebar-item[interactable]: DDTC Mailing Address For Registration Matters: [0, 174, 197, 183]
instruction-list: [221, 610, 1103, 627]
instruction-item: • Check the applicable blocks to indicate you are submitting the associated supporting document(s) with your registration submission.: [221, 1712, 1103, 1721]
instruction-list: [221, 280, 1103, 367]
sidebar-item[interactable]: FAQs: [0, 183, 197, 193]
instruction-item: • All owners of 5% or more of the applicant's voting securities must be listed.: [221, 1174, 1103, 1183]
nested-item: ◦ IRS nonprofit authorization – IRS documentation is required if selecting "Nonprofit" in block 4.: [232, 1779, 1103, 1787]
instruction-item: • Nonprofit fee ◦ Registrants who are wholly exempt from income taxation pursuant to 26 U.S.C. 501(c)(3) must attach proof of such status (i.e., IRS certification form) in block 11 to qualify for a fee reduction. ◦ The IRS certification must apply to all subsidiaries/affiliates listed in the registration submission.: [221, 854, 1103, 879]
sidebar-item[interactable]: DTrade: [0, 203, 197, 214]
instruction-item: • If this is a renewal, enter the applicant's DDTC registration code(s) (e.g., M11111 and/or K-1111) as applicable. Select "Add" to enter a second registration code, if applicable.: [221, 325, 1103, 334]
instruction-item: • Complete all required fields.: [221, 1197, 1103, 1205]
instruction-list: [221, 712, 1103, 729]
top-bar: [209, 59, 1103, 77]
nested-item: ◦ The IRS certification must apply to all subsidiaries/affiliates listed in the registration submission.: [232, 872, 1103, 879]
instruction-item: • Indicate whether each parent entity is government owned or controlled.: [221, 1564, 1103, 1573]
instruction-list: [221, 1638, 1103, 1697]
instruction-item: • Select "Yes," if the applicant is foreign owned or controlled under ITAR § 120.37. Select "No" if not.: [221, 747, 1103, 756]
instruction-list: [221, 1151, 1103, 1239]
nested-item: ◦ Broker: A person identified under ITAR § 129.2(a) who engages in brokering activities identified under ITAR § 129.2(b) is required to register with DDTC unless exempt under ITAR § 129.3(b). Registration is generally a precondition for the issuance of approval for brokering activities required under ITAR Part 129 or the use of exemptions (see ITAR § 129.3).: [232, 506, 1103, 521]
breadcrumb-registration-link[interactable]: Registration: [262, 59, 295, 66]
intro-text: Information must be typed into the DS-2032 Statement of Registration Form (PDF, 111KB) and attachments must be completed, scanned, and signed prior to submitting the electronic form to DDTC via the Electronic Form Submission (EFS) system.: [209, 107, 909, 114]
sidebar-item[interactable]: DTAG: [0, 360, 197, 370]
left-navigation: [0, 58, 197, 464]
instruction-item: • If selecting "Cancel," the applicant is notifying DDTC that it is ending its ITAR-controlled manufacturing, exporting, brokering, and/or FMS freight forwarding activities. The applicant must indicate which activities are ending.: [221, 348, 1103, 356]
instruction-item: • Enter the company, organization, or individual's legal name.: [221, 1005, 1103, 1014]
instruction-item: • Select "New," "Renew," "Amend," or "Cancel" as appropriate.: [221, 280, 1103, 288]
instruction-item: • If adding a new registration type to an existing registration not due for renewal, select "Amend.": [221, 313, 1103, 322]
general-note: D. Only electronic payment of registration fees will be accepted.: [209, 192, 381, 199]
general-note: F. An organizational chart showing all tiers of the organization, through the ultimate parent (U.S. or foreign) identified in block 9, must be attached. In addition, the organizational chart should include the subsidiaries and affiliates identified in block 8. If the application does not include any subsidiaries, affiliates, or parents then an organizational chart is not required.: [209, 207, 1089, 222]
breadcrumb-home-link[interactable]: DDTC Homepage: [209, 59, 258, 66]
sidebar-item[interactable]: About DDTC: [0, 68, 197, 79]
